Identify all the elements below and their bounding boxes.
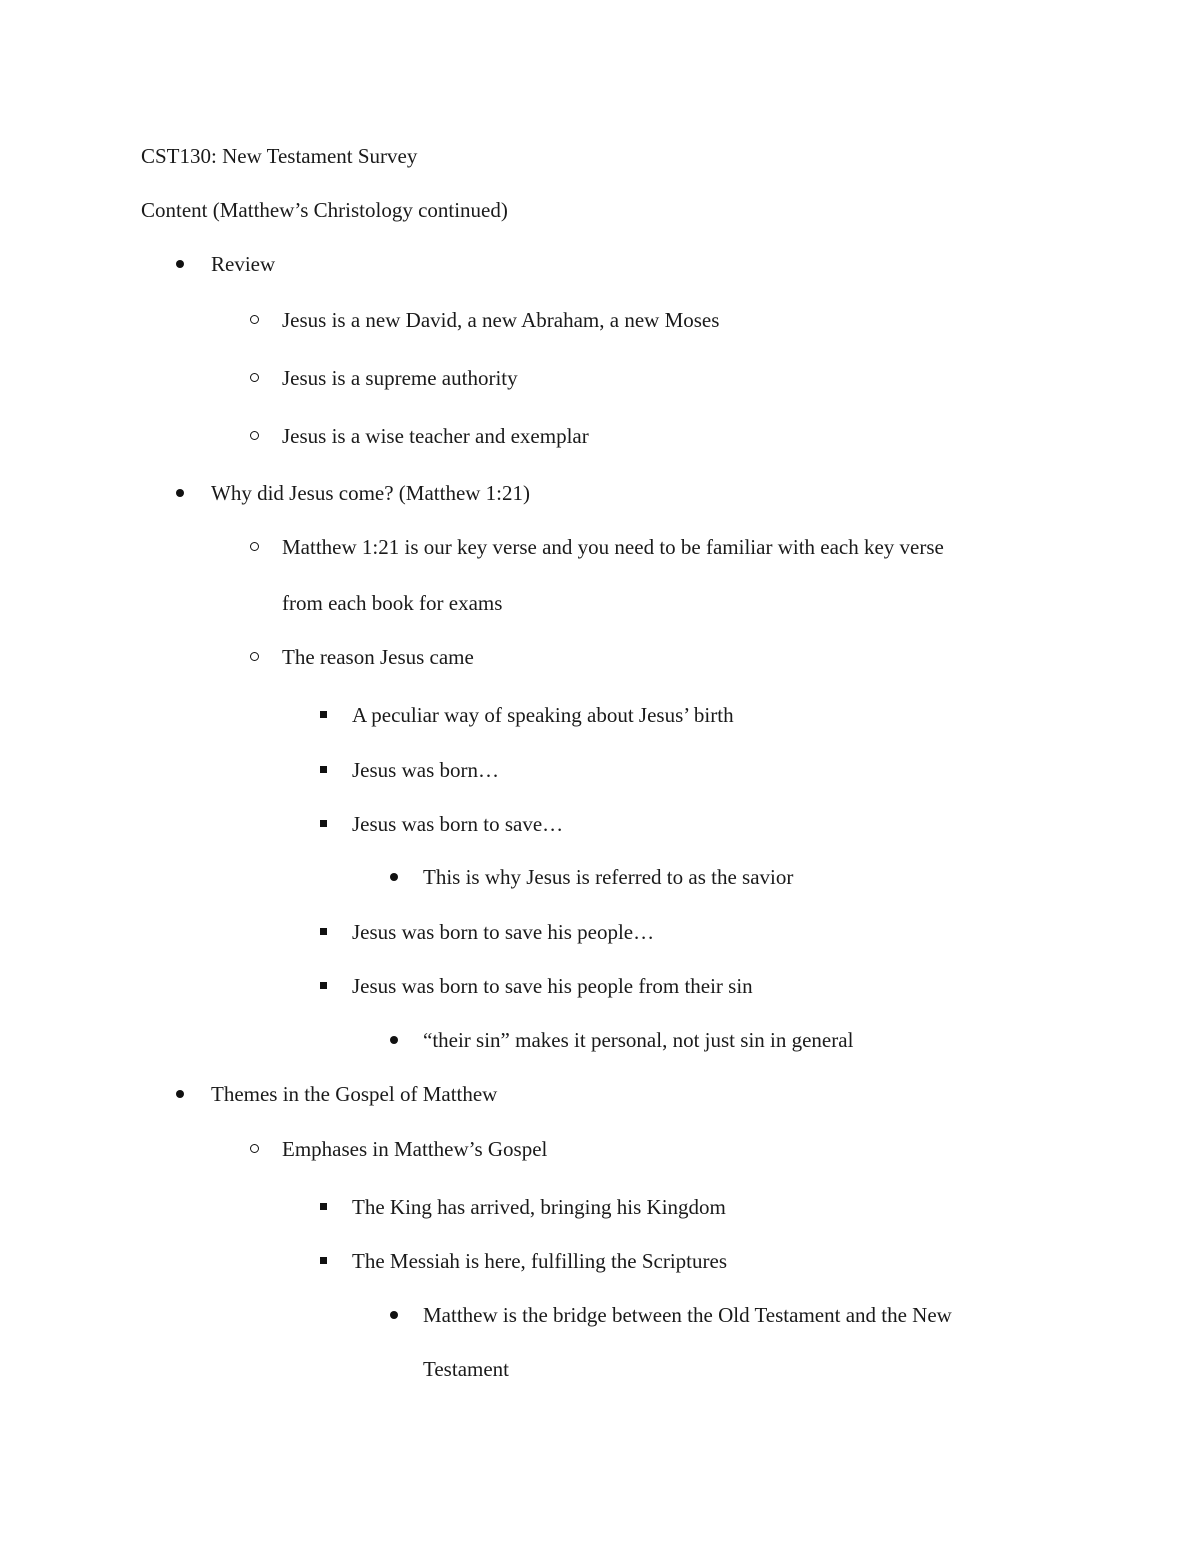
bullet-circle-icon — [244, 422, 264, 440]
list-item-review: Review — [211, 252, 276, 276]
list-item-emphases: Emphases in Matthew’s Gospel — [282, 1137, 548, 1161]
bullet-square-icon — [313, 701, 333, 718]
bullet-circle-icon — [244, 533, 264, 551]
bullet-square-icon — [313, 1193, 333, 1210]
list-item-reason: The reason Jesus came — [282, 645, 474, 669]
bullet-circle-icon — [244, 643, 264, 661]
list-item: Jesus was born to save… — [352, 812, 564, 836]
list-item: The King has arrived, bringing his Kingdom — [352, 1195, 726, 1219]
bullet-square-icon — [313, 918, 333, 935]
bullet-disc-icon — [170, 479, 190, 497]
bullet-disc-icon — [384, 1301, 404, 1319]
list-item-why-come: Why did Jesus come? (Matthew 1:21) — [211, 481, 531, 505]
list-item-bridge-continued: Testament — [423, 1357, 509, 1381]
bullet-circle-icon — [244, 306, 264, 324]
list-item: Jesus is a supreme authority — [282, 366, 518, 390]
list-item: This is why Jesus is referred to as the savior — [423, 865, 794, 889]
bullet-disc-icon — [384, 863, 404, 881]
list-item: A peculiar way of speaking about Jesus’ birth — [352, 703, 734, 727]
bullet-disc-icon — [384, 1026, 404, 1044]
list-item: The Messiah is here, fulfilling the Scriptures — [352, 1249, 727, 1273]
list-item: Jesus was born to save his people from their sin — [352, 974, 753, 998]
bullet-square-icon — [313, 810, 333, 827]
list-item-themes: Themes in the Gospel of Matthew — [211, 1082, 498, 1106]
course-title: CST130: New Testament Survey — [141, 144, 418, 168]
list-item: Jesus was born… — [352, 758, 499, 782]
list-item-bridge: Matthew is the bridge between the Old Testament and the New — [423, 1303, 952, 1327]
list-item-key-verse-continued: from each book for exams — [282, 591, 503, 615]
bullet-square-icon — [313, 756, 333, 773]
bullet-disc-icon — [170, 250, 190, 268]
bullet-disc-icon — [170, 1080, 190, 1098]
list-item: “their sin” makes it personal, not just sin in general — [423, 1028, 854, 1052]
list-item-key-verse: Matthew 1:21 is our key verse and you need to be familiar with each key verse — [282, 535, 944, 559]
section-heading: Content (Matthew’s Christology continued) — [141, 198, 508, 222]
list-item: Jesus is a new David, a new Abraham, a new Moses — [282, 308, 720, 332]
bullet-circle-icon — [244, 364, 264, 382]
bullet-square-icon — [313, 972, 333, 989]
bullet-square-icon — [313, 1247, 333, 1264]
list-item: Jesus was born to save his people… — [352, 920, 655, 944]
list-item: Jesus is a wise teacher and exemplar — [282, 424, 589, 448]
bullet-circle-icon — [244, 1135, 264, 1153]
